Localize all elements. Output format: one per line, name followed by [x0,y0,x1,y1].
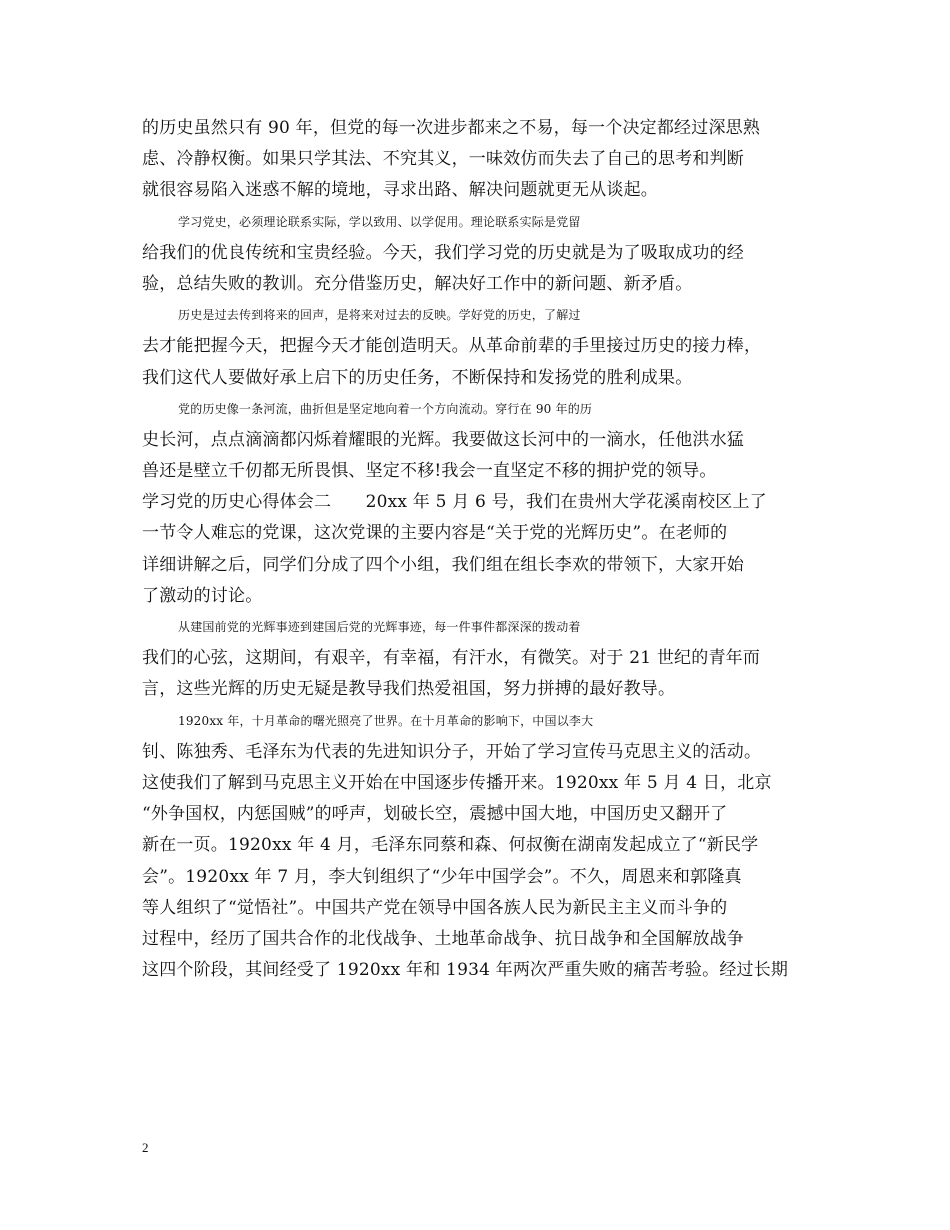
text-line: 史长河，点点滴滴都闪烁着耀眼的光辉。我要做这长河中的一滴水，任他洪水猛 [142,429,744,450]
text-line: 党的历史像一条河流，曲折但是坚定地向着一个方向流动。穿行在 90 年的历 [178,401,593,416]
text-line: 等人组织了“觉悟社”。中国共产党在领导中国各族人民为新民主主义而斗争的 [142,897,728,918]
text-line: 了激动的讨论。 [142,585,263,606]
text-line: 学习党的历史心得体会二 20xx 年 5 月 6 号，我们在贵州大学花溪南校区上了 [142,492,767,513]
text-line: 学习党史，必须理论联系实际，学以致用、以学促用。理论联系实际是党留 [178,214,581,229]
text-line: 一节令人难忘的党课，这次党课的主要内容是“关于党的光辉历史”。在老师的 [142,523,728,544]
text-line: 这四个阶段，其间经受了 1920xx 年和 1934 年两次严重失败的痛苦考验。经过长期 [142,960,789,981]
text-line: 历史是过去传到将来的回声，是将来对过去的反映。学好党的历史，了解过 [178,308,581,323]
document-body [142,113,822,986]
text-line: 新在一页。1920xx 年 4 月，毛泽东同蔡和森、何叔衡在湖南发起成立了“新民学 [142,835,759,856]
text-line: 验，总结失败的教训。充分借鉴历史，解决好工作中的新问题、新矛盾。 [142,273,693,294]
text-line: 给我们的优良传统和宝贵经验。今天，我们学习党的历史就是为了吸取成功的经 [142,242,744,263]
text-line: 详细讲解之后，同学们分成了四个小组，我们组在组长李欢的带领下，大家开始 [142,554,744,575]
text-line: 从建国前党的光辉事迹到建国后党的光辉事迹，每一件事件都深深的拨动着 [178,620,581,634]
text-line: 虑、冷静权衡。如果只学其法、不究其义，一味效仿而失去了自己的思考和判断 [142,149,744,170]
text-line: 言，这些光辉的历史无疑是教导我们热爱祖国，努力拼搏的最好教导。 [142,679,676,700]
text-line: 去才能把握今天，把握今天才能创造明天。从革命前辈的手里接过历史的接力棒， [142,336,762,357]
text-line: 过程中，经历了国共合作的北伐战争、土地革命战争、抗日战争和全国解放战争 [142,928,744,949]
text-line: 就很容易陷入迷惑不解的境地，寻求出路、解决问题就更无从谈起。 [142,180,658,201]
text-line: 的历史虽然只有 90 年，但党的每一次进步都来之不易，每一个决定都经过深思熟 [142,118,761,138]
text-line: 钊、陈独秀、毛泽东为代表的先进知识分子，开始了学习宣传马克思主义的活动。 [142,741,762,762]
page-number: 2 [142,1140,149,1155]
text-line: 我们的心弦，这期间，有艰辛，有幸福，有汗水，有微笑。对于 21 世纪的青年而 [142,648,761,669]
text-line: 我们这代人要做好承上启下的历史任务，不断保持和发扬党的胜利成果。 [142,367,693,388]
text-line: 兽还是壁立千仞都无所畏惧、坚定不移!我会一直坚定不移的拥护党的领导。 [142,461,717,482]
text-line: 1920xx 年，十月革命的曙光照亮了世界。在十月革命的影响下，中国以李大 [178,713,594,728]
text-line: “外争国权，内惩国贼”的呼声，划破长空，震撼中国大地，中国历史又翻开了 [142,804,728,825]
text-line: 这使我们了解到马克思主义开始在中国逐步传播开来。1920xx 年 5 月 4 日，北京 [142,772,772,793]
text-line: 会”。1920xx 年 7 月，李大钊组织了“少年中国学会”。不久，周恩来和郭隆真 [142,866,742,887]
